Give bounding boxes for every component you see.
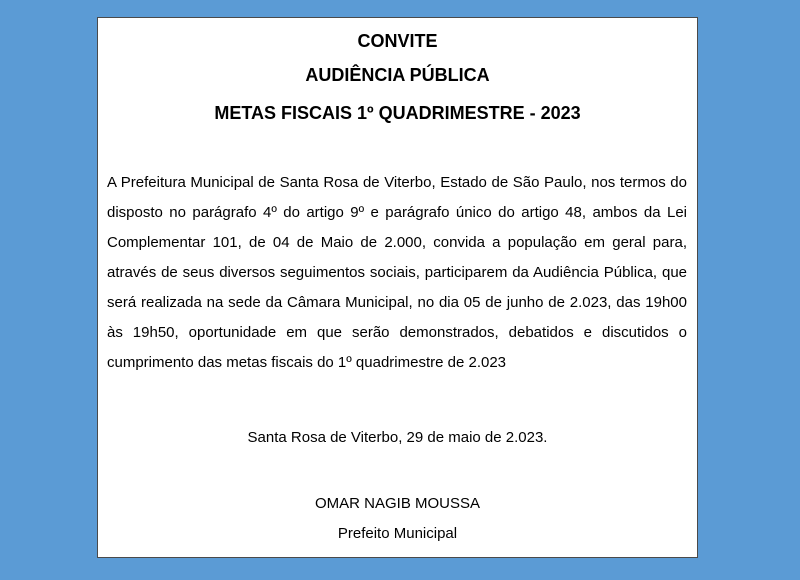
invitation-document [97, 17, 698, 558]
signer-name: OMAR NAGIB MOUSSA [314, 495, 481, 512]
invitation-body-paragraph: A Prefeitura Municipal de Santa Rosa de Viterbo, Estado de São Paulo, nos termos do disposto no parágrafo 4º do artigo 9º e parágrafo único do artigo 48, ambos da Lei Complementar 101, de 04 de Maio de 2.000, convida a população em geral para, através de seus diversos seguimentos sociais, participarem da Audiência Pública, que será realizada na sede da Câmara Municipal, no dia 05 de junho de 2.023, das 19h00 às 19h50, oportunidade em que serão demonstrados, debatidos e discutidos o cumprimento das metas fiscais do 1º quadrimestre de 2.023 [107, 174, 687, 371]
title-metas-fiscais: METAS FISCAIS 1º QUADRIMESTRE - 2023 [214, 103, 581, 123]
date-location-line: Santa Rosa de Viterbo, 29 de maio de 2.023. [247, 429, 548, 446]
signer-title: Prefeito Municipal [337, 525, 458, 542]
title-audiencia-publica: AUDIÊNCIA PÚBLICA [305, 65, 490, 85]
title-convite: CONVITE [357, 31, 438, 51]
